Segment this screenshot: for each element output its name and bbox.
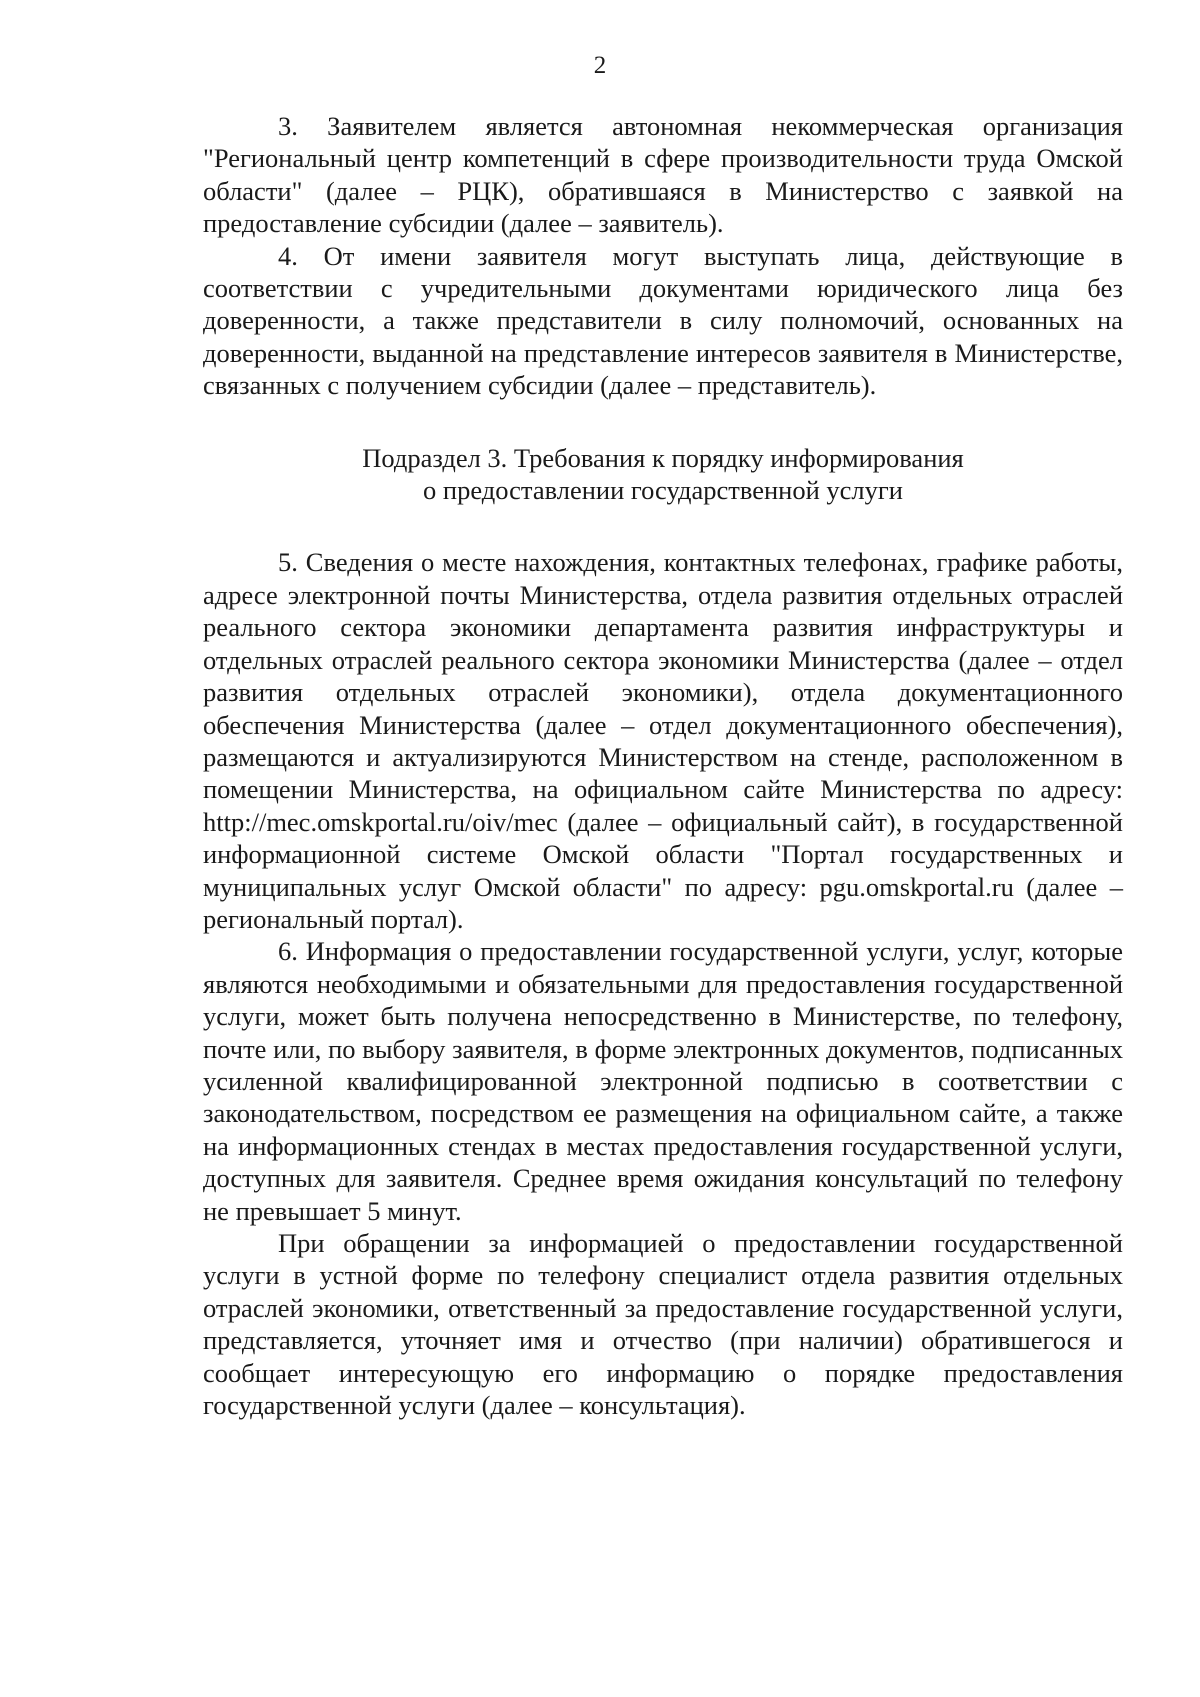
paragraph-6: 6. Информация о предоставлении государственной услуги, услуг, которые являются необходимыми и обязательными для предоставления государственной услуги, может быть получена непосредственно в Министерстве, по телефону, почте или, по выбору заявителя, в форме электронных документов, подписанных усиленной квалифицированной электронной подписью в соответствии с законодательством, посредством ее размещения на официальном сайте, а также на информационных стендах в местах предоставления государственной услуги, доступных для заявителя. Среднее время ожидания консультаций по телефону не превышает 5 минут. (203, 936, 1123, 1226)
page-number: 2 (593, 52, 607, 79)
document-body (203, 110, 1123, 1421)
section-heading-line-1: Подраздел 3. Требования к порядку информирования (362, 442, 964, 473)
paragraph-5: 5. Сведения о месте нахождения, контактных телефонах, графике работы, адресе электронной почты Министерства, отдела развития отдельных отраслей реального сектора экономики департамента развития инфраструктуры и отдельных отраслей реального сектора экономики Министерства (далее – отдел развития отдельных отраслей экономики), отдела документационного обеспечения Министерства (далее – отдел документационного обеспечения), размещаются и актуализируются Министерством на стенде, расположенном в помещении Министерства, на официальном сайте Министерства по адресу: http://mec.omskportal.ru/oiv/mec (далее – официальный сайт), в государственной информационной системе Омской области "Портал государственных и муниципальных услуг Омской области" по адресу: pgu.omskportal.ru (далее – региональный портал). (203, 547, 1123, 934)
paragraph-4: 4. От имени заявителя могут выступать лица, действующие в соответствии с учредительными документами юридического лица без доверенности, а также представители в силу полномочий, основанных на доверенности, выданной на представление интересов заявителя в Министерстве, связанных с получением субсидии (далее – представитель). (203, 240, 1123, 401)
paragraph-3: 3. Заявителем является автономная некоммерческая организация "Региональный центр компетенций в сфере производительности труда Омской области" (далее – РЦК), обратившаяся в Министерство с заявкой на предоставление субсидии (далее – заявитель). (203, 111, 1123, 239)
section-heading-line-2: о предоставлении государственной услуги (423, 475, 903, 506)
paragraph-consultation: При обращении за информацией о предоставлении государственной услуги в устной форме по телефону специалист отдела развития отдельных отраслей экономики, ответственный за предоставление государственной услуги, представляется, уточняет имя и отчество (при наличии) обратившегося и сообщает интересующую его информацию о порядке предоставления государственной услуги (далее – консультация). (203, 1228, 1123, 1421)
section-heading (203, 442, 1123, 507)
